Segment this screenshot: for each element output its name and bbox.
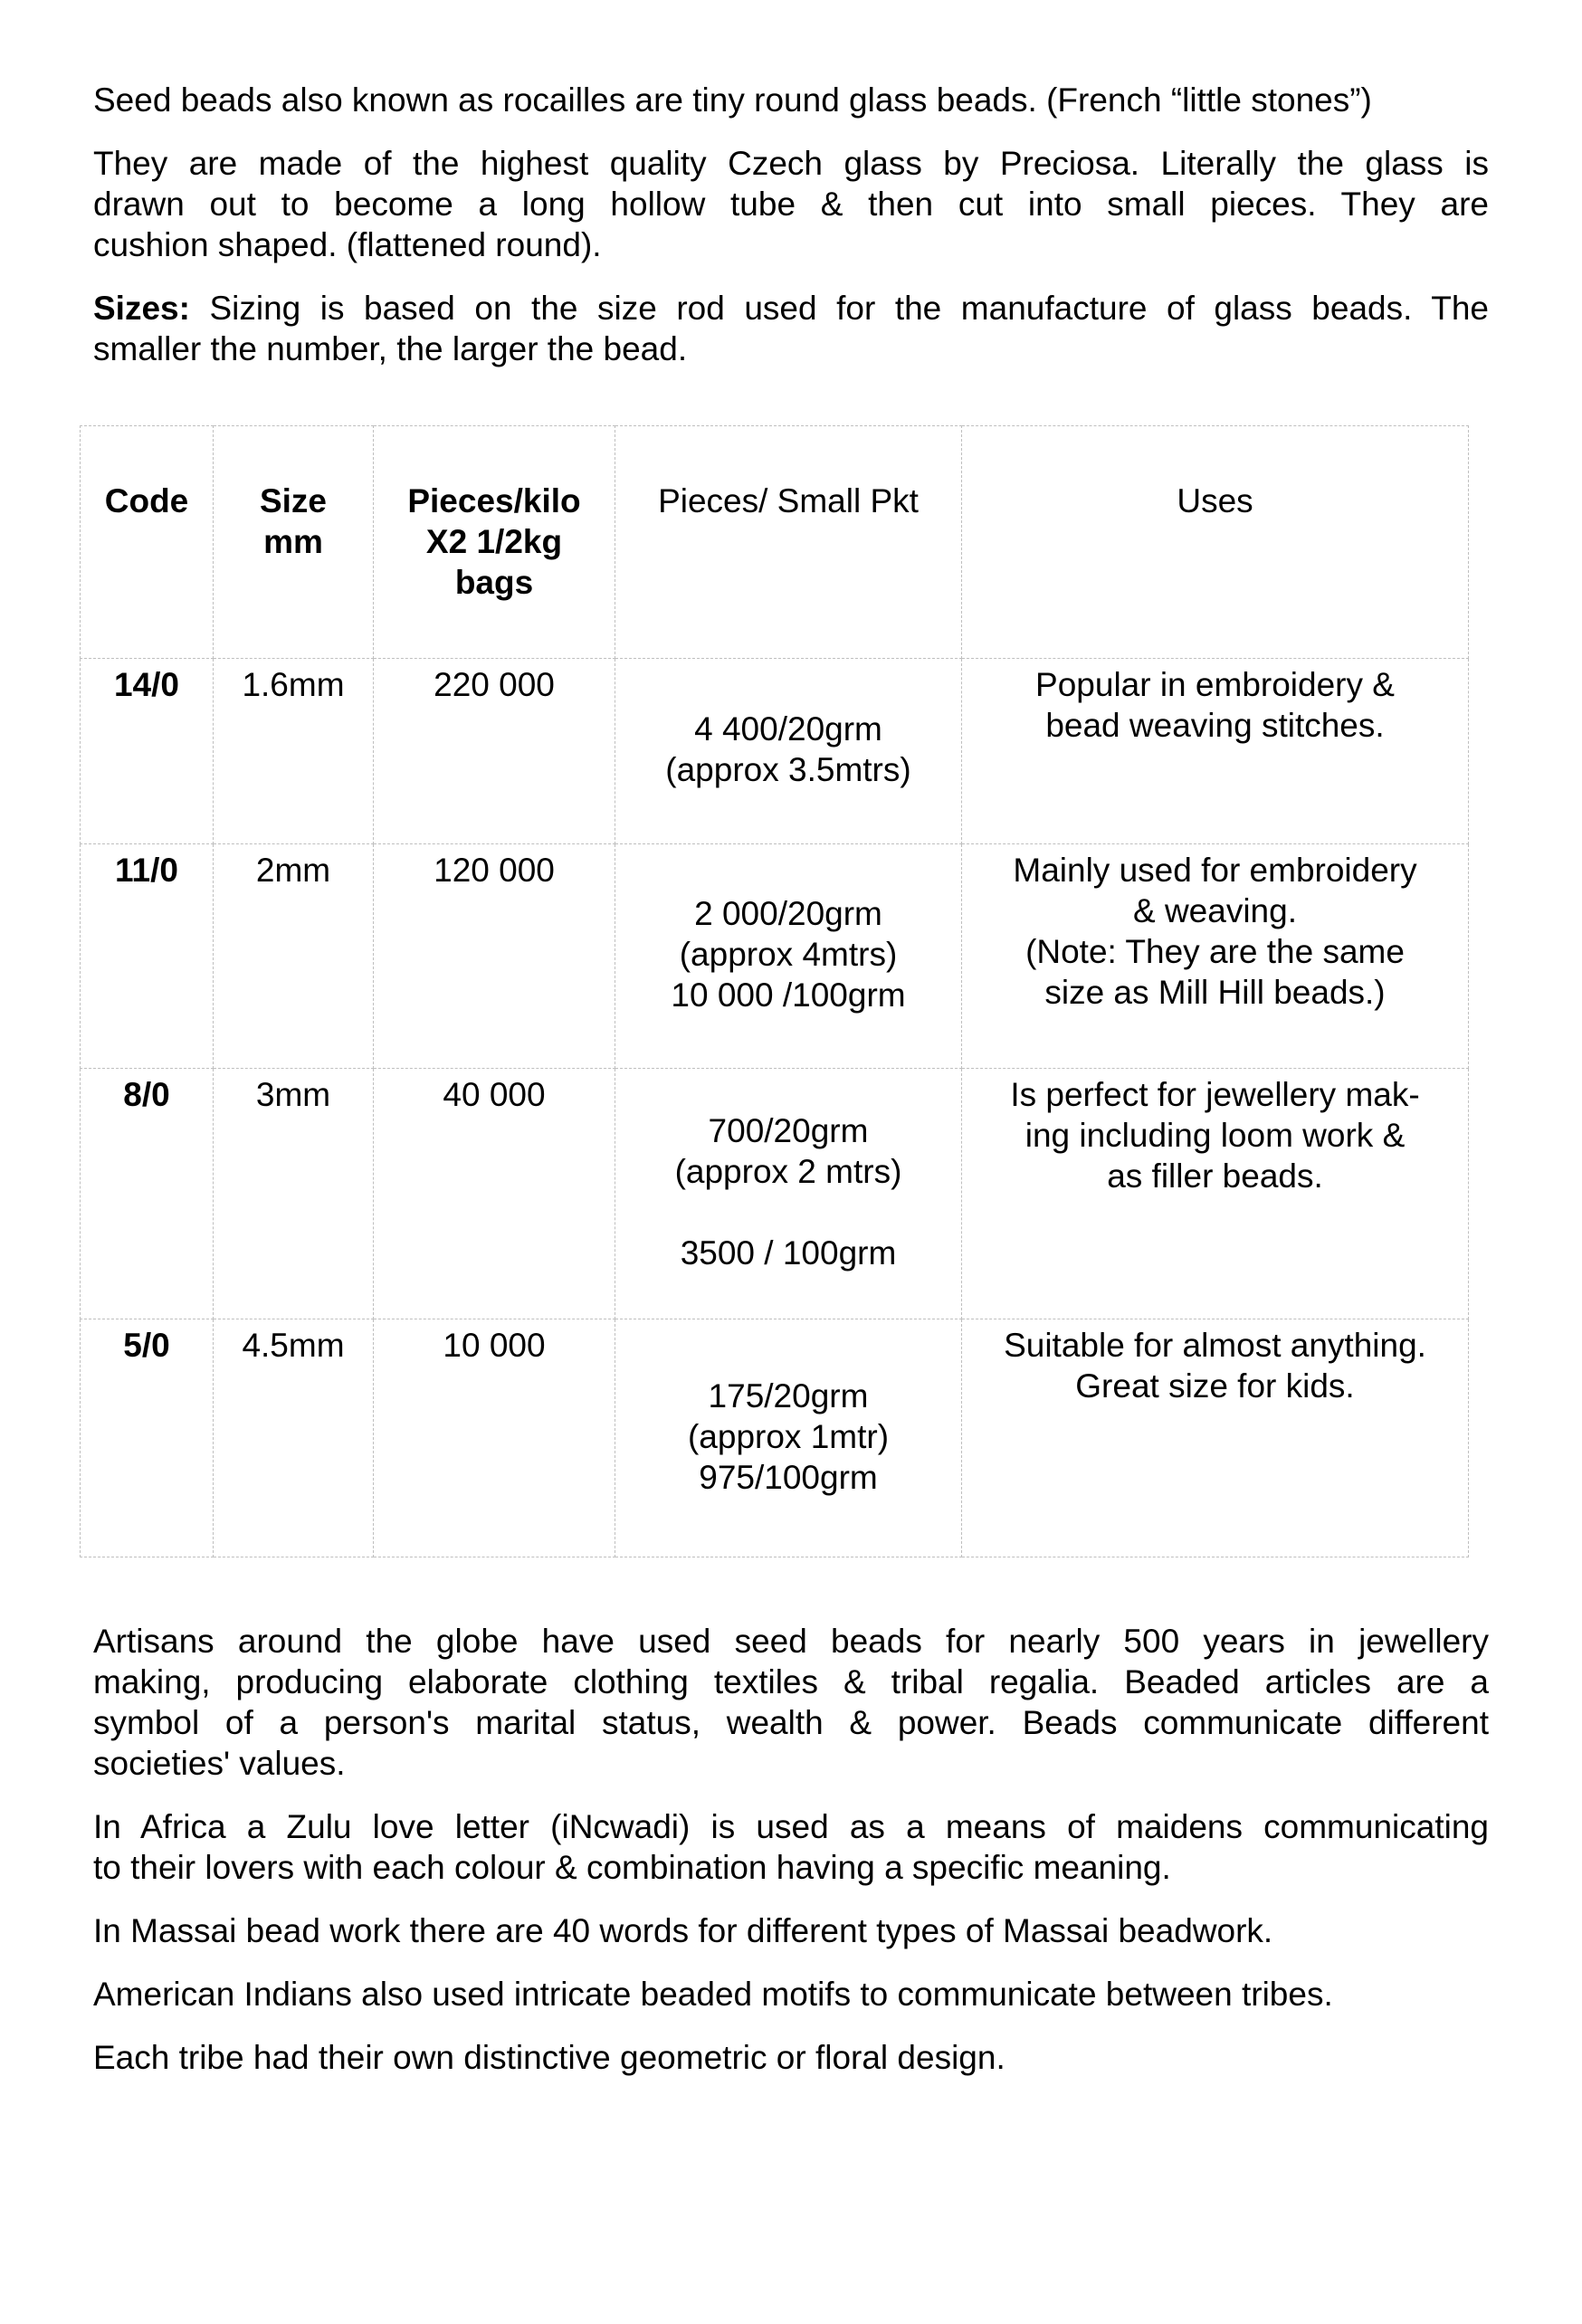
cell-uses: Suitable for almost anything. Great size for kids. xyxy=(962,1319,1469,1557)
sizes-text: Sizing is based on the size rod used for the manufacture of glass beads. The xyxy=(209,290,1489,327)
intro-section xyxy=(0,80,1582,369)
cell-size: 4.5mm xyxy=(214,1319,374,1557)
outro-section xyxy=(0,1621,1582,2078)
table-row xyxy=(81,1069,1469,1319)
header-uses: Uses xyxy=(962,426,1469,659)
cell-pieces-small-pkt: 4 400/20grm (approx 3.5mtrs) xyxy=(615,659,962,844)
text-line: They are made of the highest quality Czech glass by Preciosa. Literally the glass is xyxy=(93,145,1489,182)
text-line: societies' values. xyxy=(93,1745,346,1782)
sizes-paragraph xyxy=(93,288,1489,369)
text-line: In Africa a Zulu love letter (iNcwadi) is used as a means of maidens communicating xyxy=(93,1808,1489,1845)
header-size-mm: Size mm xyxy=(214,426,374,659)
header-code: Code xyxy=(81,426,214,659)
header-pieces-kilo: Pieces/kilo X2 1/2kg bags xyxy=(374,426,615,659)
intro-paragraph-1 xyxy=(93,80,1489,120)
cell-code: 14/0 xyxy=(81,659,214,844)
text-line: Seed beads also known as rocailles are tiny round glass beads. (French “little stones”) xyxy=(93,81,1372,119)
africa-paragraph xyxy=(93,1806,1489,1888)
cell-pieces-small-pkt: 175/20grm (approx 1mtr) 975/100grm xyxy=(615,1319,962,1557)
text-line: making, producing elaborate clothing textiles & tribal regalia. Beaded articles are a xyxy=(93,1663,1489,1700)
cell-pieces-kilo: 120 000 xyxy=(374,844,615,1069)
cell-pieces-small-pkt: 2 000/20grm (approx 4mtrs) 10 000 /100grm xyxy=(615,844,962,1069)
cell-code: 5/0 xyxy=(81,1319,214,1557)
table-header-row xyxy=(81,426,1469,659)
cell-code: 11/0 xyxy=(81,844,214,1069)
intro-paragraph-2 xyxy=(93,143,1489,265)
massai-paragraph xyxy=(93,1910,1489,1951)
bead-size-table xyxy=(80,425,1469,1557)
cell-pieces-kilo: 10 000 xyxy=(374,1319,615,1557)
cell-uses: Mainly used for embroidery & weaving. (Note: They are the same size as Mill Hill beads.) xyxy=(962,844,1469,1069)
text-line: In Massai bead work there are 40 words for different types of Massai beadwork. xyxy=(93,1912,1273,1949)
each-tribe-paragraph xyxy=(93,2037,1489,2078)
text-line: American Indians also used intricate beaded motifs to communicate between tribes. xyxy=(93,1976,1333,2013)
table-row xyxy=(81,844,1469,1069)
text-line: to their lovers with each colour & combination having a specific meaning. xyxy=(93,1849,1171,1886)
cell-code: 8/0 xyxy=(81,1069,214,1319)
text-line xyxy=(93,288,1489,329)
sizes-label: Sizes: xyxy=(93,290,190,327)
cell-size: 2mm xyxy=(214,844,374,1069)
cell-size: 3mm xyxy=(214,1069,374,1319)
table-row xyxy=(81,1319,1469,1557)
bead-size-table-section xyxy=(80,425,1582,1557)
cell-size: 1.6mm xyxy=(214,659,374,844)
cell-pieces-kilo: 220 000 xyxy=(374,659,615,844)
cell-pieces-small-pkt: 700/20grm (approx 2 mtrs) 3500 / 100grm xyxy=(615,1069,962,1319)
american-indians-paragraph xyxy=(93,1974,1489,2014)
header-pieces-small-pkt: Pieces/ Small Pkt xyxy=(615,426,962,659)
cell-pieces-kilo: 40 000 xyxy=(374,1069,615,1319)
text-line: smaller the number, the larger the bead. xyxy=(93,330,688,367)
text-line: cushion shaped. (flattened round). xyxy=(93,226,602,263)
text-line: Each tribe had their own distinctive geometric or floral design. xyxy=(93,2039,1005,2076)
text-line: symbol of a person's marital status, wealth & power. Beads communicate different xyxy=(93,1704,1489,1741)
text-line: drawn out to become a long hollow tube & then cut into small pieces. They are xyxy=(93,186,1489,223)
cell-uses: Is perfect for jewellery mak- ing including loom work & as filler beads. xyxy=(962,1069,1469,1319)
text-line: Artisans around the globe have used seed beads for nearly 500 years in jewellery xyxy=(93,1623,1489,1660)
cell-uses: Popular in embroidery & bead weaving stitches. xyxy=(962,659,1469,844)
table-row xyxy=(81,659,1469,844)
artisans-paragraph xyxy=(93,1621,1489,1784)
document-page xyxy=(0,80,1582,2078)
